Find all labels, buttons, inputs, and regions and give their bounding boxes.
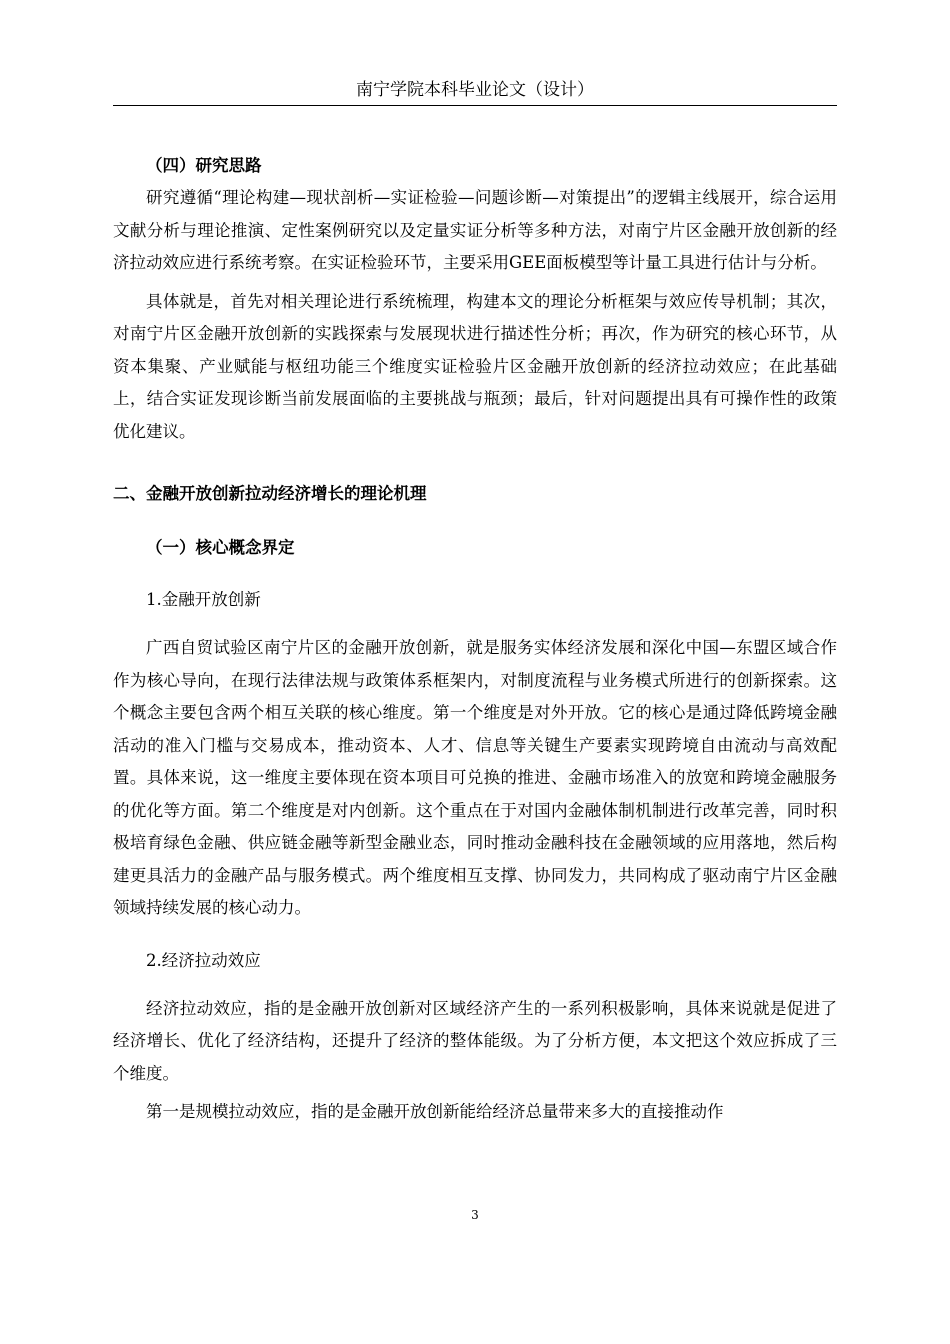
- paragraph: 经济拉动效应，指的是金融开放创新对区域经济产生的一系列积极影响，具体来说就是促进了经济增长、优化了经济结构，还提升了经济的整体能级。为了分析方便，本文把这个效应拆成了三个维度。: [113, 998, 837, 1083]
- paragraph: 第一是规模拉动效应，指的是金融开放创新能给经济总量带来多大的直接推动作: [146, 1102, 724, 1121]
- running-header: 南宁学院本科毕业论文（设计）: [356, 80, 594, 100]
- item-heading-economic-effect: 2.经济拉动效应: [146, 950, 261, 970]
- paragraph: 具体就是，首先对相关理论进行系统梳理，构建本文的理论分析框架与效应传导机制；其次，对南宁片区金融开放创新的实践探索与发展现状进行描述性分析；再次，作为研究的核心环节，从资本集聚、产业赋能与枢纽功能三个维度实证检验片区金融开放创新的经济拉动效应；在此基础上，结合实证发现诊断当前发展面临的主要挑战与瓶颈；最后，针对问题提出具有可操作性的政策优化建议。: [113, 291, 837, 441]
- header-divider: [113, 105, 837, 106]
- document-body: [113, 150, 837, 1129]
- chapter-heading: 二、金融开放创新拉动经济增长的理论机理: [113, 484, 427, 503]
- item-heading-financial-opening: 1.金融开放创新: [146, 590, 261, 609]
- paragraph: 广西自贸试验区南宁片区的金融开放创新，就是服务实体经济发展和深化中国—东盟区域合作作为核心导向，在现行法律法规与政策体系框架内，对制度流程与业务模式所进行的创新探索。这个概念主要包含两个相互关联的核心维度。第一个维度是对外开放。它的核心是通过降低跨境金融活动的准入门槛与交易成本，推动资本、人才、信息等关键生产要素实现跨境自由流动与高效配置。具体来说，这一维度主要体现在资本项目可兑换的推进、金融市场准入的放宽和跨境金融服务的优化等方面。第二个维度是对内创新。这个重点在于对国内金融体制机制进行改革完善，同时积极培育绿色金融、供应链金融等新型金融业态，同时推动金融科技在金融领域的应用落地，然后构建更具活力的金融产品与服务模式。两个维度相互支撑、协同发力，共同构成了驱动南宁片区金融领域持续发展的核心动力。: [113, 638, 837, 917]
- section-heading-core-concepts: （一）核心概念界定: [146, 538, 295, 557]
- paragraph: 研究遵循“理论构建—现状剖析—实证检验—问题诊断—对策提出”的逻辑主线展开，综合运用文献分析与理论推演、定性案例研究以及定量实证分析等多种方法，对南宁片区金融开放创新的经济拉动效应进行系统考察。在实证检验环节，主要采用GEE面板模型等计量工具进行估计与分析。: [113, 188, 837, 272]
- section-heading-research-approach: （四）研究思路: [146, 156, 262, 175]
- page-number: 3: [471, 1208, 479, 1222]
